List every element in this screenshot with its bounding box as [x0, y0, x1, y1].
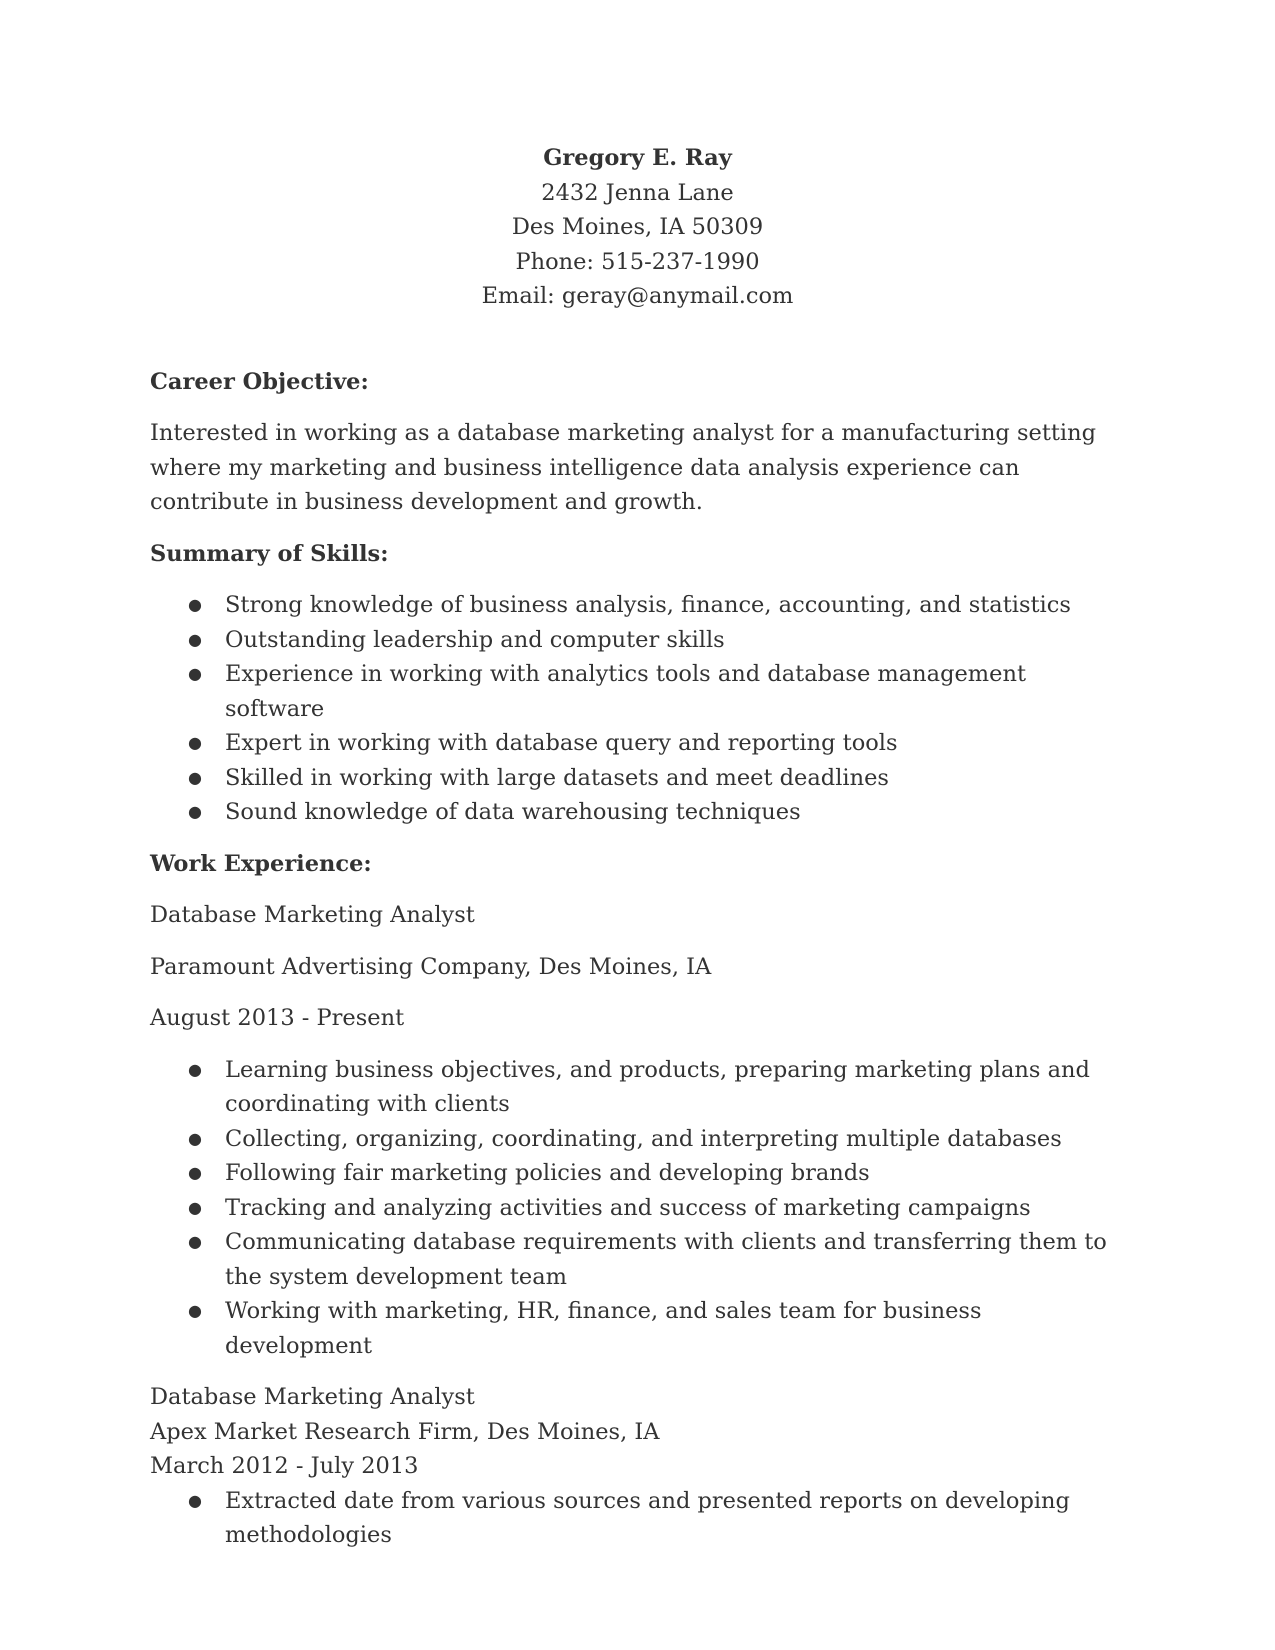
list-item: ● Skilled in working with large datasets and meet deadlines [150, 761, 1125, 796]
candidate-name: Gregory E. Ray [543, 145, 732, 171]
bullet-icon: ● [188, 767, 202, 787]
list-item: ● Learning business objectives, and products, preparing marketing plans and coordinating with clients [150, 1053, 1125, 1122]
phone-line: Phone: 515-237-1990 [515, 248, 760, 275]
list-item: ● Experience in working with analytics tools and database management software [150, 657, 1125, 726]
job-entry-1 [150, 898, 1125, 1363]
list-item: ● Collecting, organizing, coordinating, and interpreting multiple databases [150, 1122, 1125, 1157]
skills-list [150, 588, 1125, 830]
job-dates: August 2013 - Present [150, 1005, 405, 1031]
bullet-icon: ● [188, 1301, 202, 1320]
objective-heading: Career Objective: [150, 368, 369, 395]
job-company: Apex Market Research Firm, Des Moines, IA [150, 1418, 660, 1445]
bullet-icon: ● [188, 629, 202, 649]
resume-page [150, 141, 1125, 1553]
bullet-icon: ● [188, 802, 202, 821]
job-company: Paramount Advertising Company, Des Moines, IA [150, 953, 712, 980]
bullet-icon: ● [188, 664, 202, 683]
list-item: ● Tracking and analyzing activities and success of marketing campaigns [150, 1191, 1125, 1226]
email-line: Email: geray@anymail.com [481, 283, 794, 309]
bullet-icon: ● [188, 1490, 202, 1510]
job-title: Database Marketing Analyst [150, 902, 475, 928]
address-line-1: 2432 Jenna Lane [541, 179, 734, 206]
list-item: ● Sound knowledge of data warehousing techniques [150, 795, 1125, 830]
skills-heading: Summary of Skills: [150, 540, 389, 567]
job-duties-list [150, 1484, 1125, 1553]
bullet-icon: ● [188, 733, 202, 752]
job-entry-2 [150, 1380, 1125, 1553]
list-item: ● Following fair marketing policies and developing brands [150, 1156, 1125, 1191]
bullet-icon: ● [188, 1197, 202, 1217]
job-duties-list [150, 1053, 1125, 1364]
list-item: ● Communicating database requirements with clients and transferring them to the system development team [150, 1225, 1125, 1294]
bullet-icon: ● [188, 1232, 202, 1251]
job-dates: March 2012 - July 2013 [150, 1453, 419, 1479]
list-item: ● Working with marketing, HR, finance, and sales team for business development [150, 1294, 1125, 1363]
job-title: Database Marketing Analyst [150, 1384, 475, 1410]
bullet-icon: ● [188, 1163, 202, 1182]
list-item: ● Expert in working with database query and reporting tools [150, 726, 1125, 761]
bullet-icon: ● [188, 1059, 202, 1079]
list-item: ● Outstanding leadership and computer skills [150, 623, 1125, 658]
list-item: ● Extracted date from various sources and presented reports on developing methodologies [150, 1484, 1125, 1553]
bullet-icon: ● [188, 595, 202, 614]
contact-header [150, 141, 1125, 314]
objective-text: Interested in working as a database marketing analyst for a manufacturing setting where my marketing and business intelligence data analysis experience can contribute in business development and growth. [150, 420, 1097, 515]
experience-heading: Work Experience: [150, 850, 372, 877]
bullet-icon: ● [188, 1128, 202, 1148]
list-item: ● Strong knowledge of business analysis, finance, accounting, and statistics [150, 588, 1125, 623]
address-line-2: Des Moines, IA 50309 [511, 214, 764, 240]
